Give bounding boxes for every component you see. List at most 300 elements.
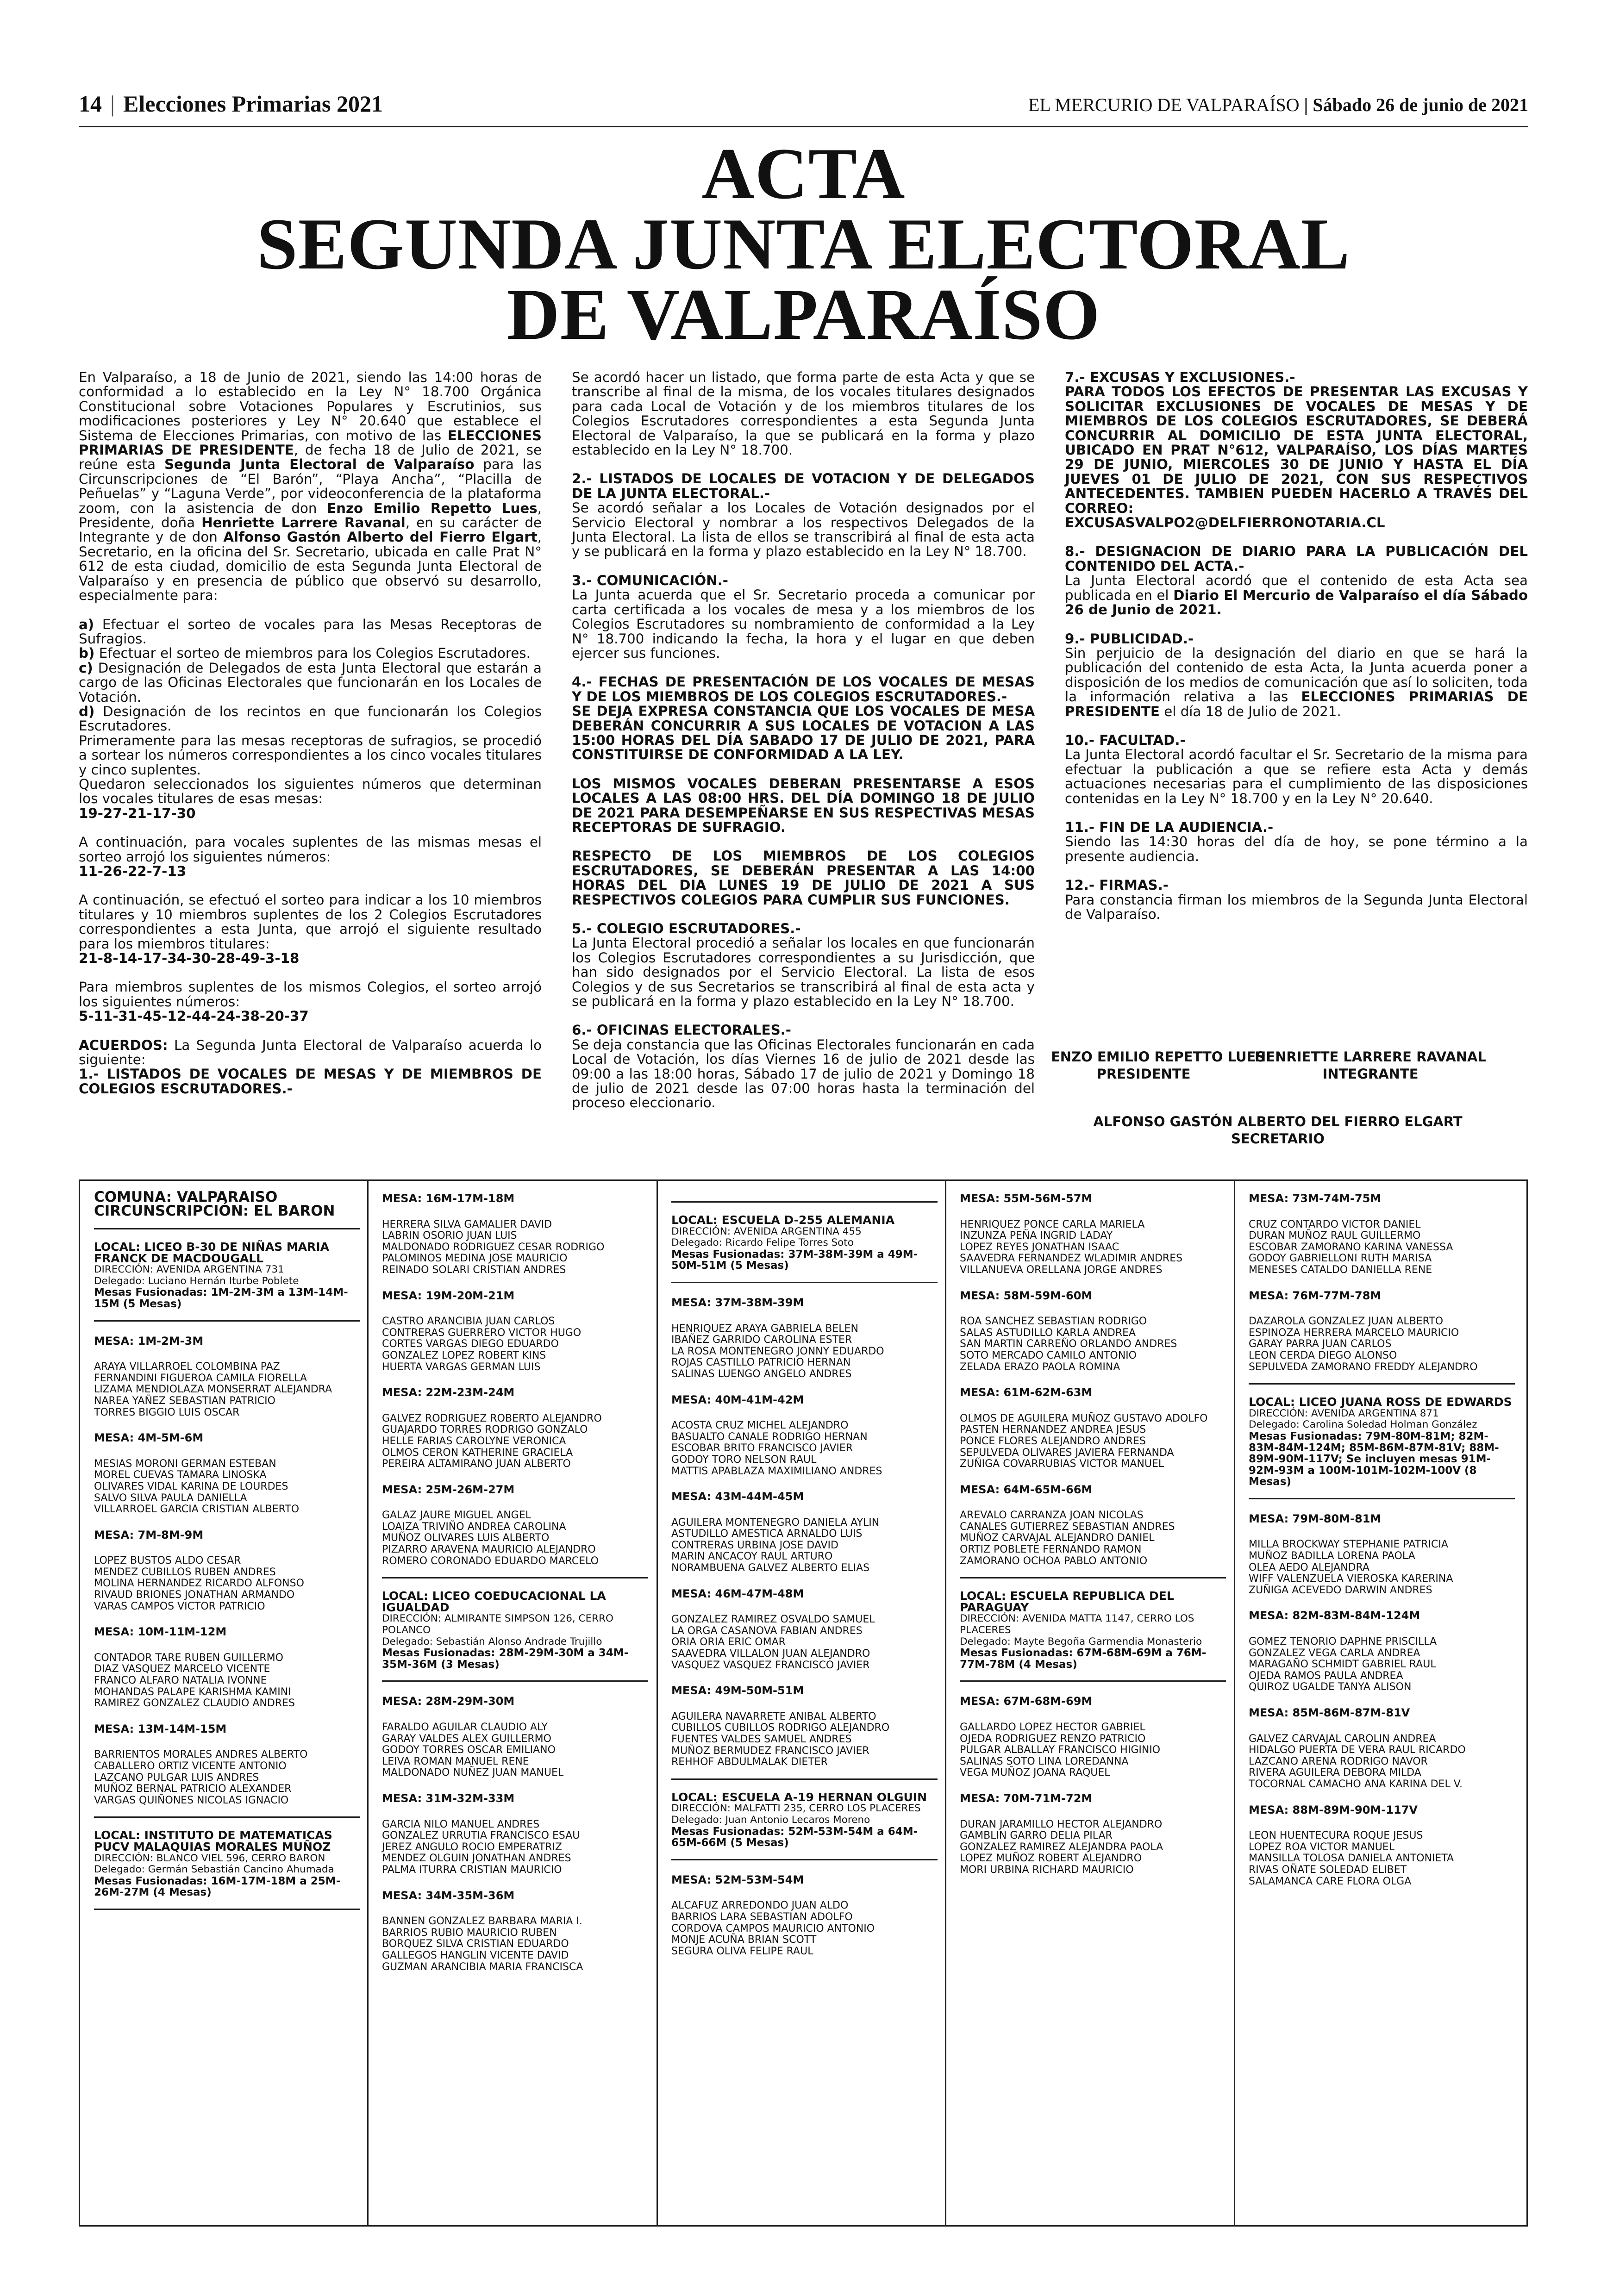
vocal-name: GONZALEZ RAMIREZ ALEJANDRA PAOLA <box>960 1841 1163 1853</box>
vocal-name: REHHOF ABDULMALAK DIETER <box>671 1756 828 1768</box>
vocal-name: NORAMBUENA GALVEZ ALBERTO ELIAS <box>671 1562 870 1574</box>
vocales-list <box>1249 1219 1515 1276</box>
vocal-name: HELLE FARIAS CAROLYNE VERONICA <box>382 1435 566 1447</box>
vocal-name: BARRIENTOS MORALES ANDRES ALBERTO <box>94 1749 308 1761</box>
vocal-name: HERRERA SILVA GAMALIER DAVID <box>382 1218 552 1230</box>
mesa-block <box>94 1626 360 1710</box>
section-5-title: 5.- COLEGIO ESCRUTADORES.- <box>572 921 801 936</box>
local-delegado: Delegado: Ricardo Felipe Torres Soto <box>671 1237 854 1249</box>
vocal-name: MESIAS MORONI GERMAN ESTEBAN <box>94 1458 276 1470</box>
local-delegado: Delegado: Germán Sebastián Cancino Ahumada <box>94 1864 334 1876</box>
vocal-name: DURAN MUÑOZ RAUL GUILLERMO <box>1249 1230 1421 1242</box>
vocales-listing <box>79 1179 1528 2227</box>
mesa-block <box>382 1696 648 1779</box>
section-3-title: 3.- COMUNICACIÓN.- <box>572 572 728 588</box>
vocal-name: VILLARROEL GARCIA CRISTIAN ALBERTO <box>94 1504 300 1516</box>
vocal-name: GALLEGOS HANGLIN VICENTE DAVID <box>382 1949 569 1961</box>
vocal-name: LA ROSA MONTENEGRO JONNY EDUARDO <box>671 1345 884 1357</box>
section-1-text: Se acordó hacer un listado, que forma parte de esta Acta y que se transcribe al final de la misma, de los vocales titulares designados para cada Local de Votación y de los miembros titulares de los Colegios Escrutadores correspondientes a esta Segunda Junta Electoral de Valparaíso, la que se publicará en la forma y plazo establecido en la Ley N° 18.700. <box>572 369 1035 458</box>
signature-integrante: HENRIETTE LARRERE RAVANAL INTEGRANTE <box>1255 1049 1486 1082</box>
local-rule <box>94 1909 360 1910</box>
section-4-colegios: RESPECTO DE LOS MIEMBROS DE LOS COLEGIOS ESCRUTADORES, SE DEBERÁN PRESENTAR A LAS 14:00 HORAS DEL DIA LUNES 19 DE JULIO DE 2021 A SUS RESPECTIVOS COLEGIOS PARA CUMPLIR SUS FUNCIONES. <box>572 848 1035 908</box>
section-6-title: 6.- OFICINAS ELECTORALES.- <box>572 1022 791 1038</box>
vocal-name: MENESES CATALDO DANIELLA RENE <box>1249 1264 1432 1276</box>
vocal-name: ORIA ORIA ERIC OMAR <box>671 1636 786 1648</box>
vocal-name: MALDONADO RODRIGUEZ CESAR RODRIGO <box>382 1241 605 1253</box>
vocal-name: CORTES VARGAS DIEGO EDUARDO <box>382 1338 559 1350</box>
vocal-name: ORTIZ POBLETE FERNANDO RAMON <box>960 1544 1142 1556</box>
mesa-heading: MESA: 67M-68M-69M <box>960 1695 1093 1708</box>
vocales-list <box>94 1555 360 1612</box>
vocal-name: AGUILERA MONTENEGRO DANIELA AYLIN <box>671 1516 880 1529</box>
signature-presidente: ENZO EMILIO REPETTO LUES PRESIDENTE <box>1051 1049 1266 1082</box>
local-title: LOCAL: ESCUELA D-255 ALEMANIA <box>671 1213 895 1227</box>
section-1-title: 1.- LISTADOS DE VOCALES DE MESAS Y DE MIEMBROS DE COLEGIOS ESCRUTADORES.- <box>79 1066 542 1097</box>
vocal-name: MUÑOZ OLIVARES LUIS ALBERTO <box>382 1532 550 1544</box>
section-12-title: 12.- FIRMAS.- <box>1065 877 1169 893</box>
vocal-name: ESPINOZA HERRERA MARCELO MAURICIO <box>1249 1327 1459 1339</box>
vocal-name: HENRIQUEZ PONCE CARLA MARIELA <box>960 1218 1145 1230</box>
newspaper-name: EL MERCURIO DE VALPARAÍSO <box>1028 94 1300 115</box>
vocales-list <box>382 1722 648 1779</box>
vocal-name: LOPEZ REYES JONATHAN ISAAC <box>960 1241 1119 1253</box>
local-fusionadas: Mesas Fusionadas: 67M-68M-69M a 76M-77M-78M (4 Mesas) <box>960 1647 1207 1671</box>
listing-column-1 <box>94 1190 360 1910</box>
section-9-title: 9.- PUBLICIDAD.- <box>1065 630 1194 647</box>
vocal-name: LEON CERDA DIEGO ALONSO <box>1249 1349 1397 1361</box>
vocal-name: TORRES BIGGIO LUIS OSCAR <box>94 1406 240 1418</box>
vocales-list <box>1249 1830 1515 1887</box>
vocal-name: MATTIS APABLAZA MAXIMILIANO ANDRES <box>671 1465 882 1477</box>
vocal-name: LOAIZA TRIVIÑO ANDREA CAROLINA <box>382 1521 566 1533</box>
vocales-list <box>671 1711 938 1768</box>
vocal-name: DIAZ VASQUEZ MARCELO VICENTE <box>94 1663 270 1675</box>
local-fusionadas: Mesas Fusionadas: 79M-80M-81M; 82M-83M-84M-124M; 85M-86M-87M-81V; 88M-89M-90M-117V; Se incluyen mesas 91M-92M-93M a 100M-101M-102M-100V (8 Mesas) <box>1249 1430 1499 1488</box>
vocal-name: MARIN ANCACOY RAUL ARTURO <box>671 1551 833 1563</box>
vocal-name: VASQUEZ VASQUEZ FRANCISCO JAVIER <box>671 1659 870 1671</box>
local-delegado: Delegado: Juan Antonio Lecaros Moreno <box>671 1814 870 1826</box>
local-title: LOCAL: INSTITUTO DE MATEMATICAS PUCV MALAQUIAS MORALES MUÑOZ <box>94 1828 332 1853</box>
vocal-name: ROMERO CORONADO EDUARDO MARCELO <box>382 1555 599 1567</box>
vocal-name: LAZCANO ARENA RODRIGO NAVOR <box>1249 1755 1428 1767</box>
vocal-name: MOHANDAS PALAPE KARISHMA KAMINI <box>94 1686 291 1698</box>
title-line-1: ACTA <box>701 133 906 214</box>
vocal-name: SOTO MERCADO CAMILO ANTONIO <box>960 1349 1137 1361</box>
mesa-block <box>671 1491 938 1574</box>
vocal-name: REINADO SOLARI CRISTIAN ANDRES <box>382 1264 566 1276</box>
vocal-name: RAMIREZ GONZALEZ CLAUDIO ANDRES <box>94 1697 295 1710</box>
vocales-list <box>382 1413 648 1470</box>
vocal-name: CORDOVA CAMPOS MAURICIO ANTONIO <box>671 1922 875 1934</box>
local-rule <box>1249 1498 1515 1499</box>
section-8-title: 8.- DESIGNACION DE DIARIO PARA LA PUBLICACIÓN DEL CONTENIDO DEL ACTA.- <box>1065 543 1528 574</box>
local-fusionadas: Mesas Fusionadas: 1M-2M-3M a 13M-14M-15M (5 Mesas) <box>94 1286 348 1310</box>
comuna-heading: COMUNA: VALPARAISO CIRCUNSCRIPCIÓN: EL BARON <box>94 1189 335 1219</box>
vocal-name: ZAMORANO OCHOA PABLO ANTONIO <box>960 1555 1148 1567</box>
vocal-name: GUZMAN ARANCIBIA MARIA FRANCISCA <box>382 1961 583 1973</box>
vocal-name: GALAZ JAURE MIGUEL ANGEL <box>382 1510 531 1522</box>
vocales-list <box>1249 1636 1515 1693</box>
section-5-text: La Junta Electoral procedió a señalar los locales en que funcionarán los Colegios Escrutadores correspondientes a su Jurisdicción, que han sido designados por el Servicio Electoral. La lista de esos Colegios y de sus Secretarios se transcribirá al final de esta acta y se publicará en la forma y plazo establecido en la Ley N° 18.700. <box>572 935 1035 1010</box>
vocal-name: LOPEZ BUSTOS ALDO CESAR <box>94 1555 241 1567</box>
mesa-block <box>94 1723 360 1807</box>
mesa-block <box>382 1290 648 1373</box>
vocal-name: FRANCO ALFARO NATALIA IVONNE <box>94 1675 267 1687</box>
mesa-heading: MESA: 58M-59M-60M <box>960 1289 1093 1302</box>
miembros-paragraph: Para miembros suplentes de los mismos Colegios, el sorteo arrojó los siguientes números: 5-11-31-45-12-44-24-38-20-37 <box>79 979 542 1024</box>
vocal-name: VARGAS QUIÑONES NICOLAS IGNACIO <box>94 1794 289 1806</box>
vocal-name: CRUZ CONTARDO VICTOR DANIEL <box>1249 1218 1421 1230</box>
vocal-name: MUÑOZ BERMUDEZ FRANCISCO JAVIER <box>671 1745 869 1757</box>
title-line-3: DE VALPARAÍSO <box>506 274 1101 355</box>
mesa-block <box>94 1335 360 1419</box>
vocal-name: SALINAS LUENGO ANGELO ANDRES <box>671 1368 852 1380</box>
header-right: EL MERCURIO DE VALPARAÍSO | Sábado 26 de junio de 2021 <box>1028 94 1528 115</box>
mesa-block <box>382 1793 648 1876</box>
mesa-block <box>382 1890 648 1973</box>
vocal-name: GALVEZ CARVAJAL CAROLIN ANDREA <box>1249 1733 1436 1745</box>
vocal-name: GUAJARDO TORRES RODRIGO GONZALO <box>382 1424 588 1436</box>
vocal-name: DAZAROLA GONZALEZ JUAN ALBERTO <box>1249 1316 1444 1328</box>
mesa-heading: MESA: 73M-74M-75M <box>1249 1192 1382 1205</box>
issue-date: Sábado 26 de junio de 2021 <box>1313 94 1528 115</box>
acuerdos-paragraph: ACUERDOS: La Segunda Junta Electoral de Valparaíso acuerda lo siguiente: 1.- LISTADOS DE VOCALES DE MESAS Y DE MIEMBROS DE COLEGIOS ESCRUTADORES.- <box>79 1037 542 1097</box>
vocal-name: GARAY PARRA JUAN CARLOS <box>1249 1338 1392 1350</box>
vocal-name: SAAVEDRA VILLALON JUAN ALEJANDRO <box>671 1648 870 1660</box>
vocal-name: MENDEZ CUBILLOS RUBEN ANDRES <box>94 1566 276 1578</box>
local-address: DIRECCIÓN: AVENIDA ARGENTINA 731 <box>94 1264 284 1276</box>
mesa-heading: MESA: 10M-11M-12M <box>94 1625 227 1639</box>
body-column-2 <box>572 370 1035 1111</box>
local-title: LOCAL: LICEO B-30 DE NIÑAS MARIA FRANCK DE MACDOUGALL <box>94 1240 330 1265</box>
mesa-block <box>671 1297 938 1380</box>
header-rule <box>79 126 1528 127</box>
vocal-name: HENRIQUEZ ARAYA GABRIELA BELEN <box>671 1323 858 1335</box>
vocal-name: MILLA BROCKWAY STEPHANIE PATRICIA <box>1249 1539 1448 1551</box>
vocal-name: VEGA MUÑOZ JOANA RAQUEL <box>960 1767 1110 1779</box>
vocal-name: RIVAS OÑATE SOLEDAD ELIBET <box>1249 1864 1407 1876</box>
vocales-list <box>94 1459 360 1516</box>
vocales-list <box>94 1361 360 1418</box>
vocal-name: MARAGAÑO SCHMIDT GABRIEL RAUL <box>1249 1659 1436 1671</box>
vocales-list <box>960 1510 1226 1567</box>
vocal-name: DURAN JARAMILLO HECTOR ALEJANDRO <box>960 1818 1163 1830</box>
numbers-vocales-titulares: 19-27-21-17-30 <box>79 805 196 821</box>
mesa-heading: MESA: 34M-35M-36M <box>382 1889 515 1902</box>
vocal-name: ZELADA ERAZO PAOLA ROMINA <box>960 1361 1120 1373</box>
local-rule <box>671 1282 938 1283</box>
vocal-name: LOPEZ ROA VICTOR MANUEL <box>1249 1841 1394 1853</box>
vocal-name: WIFF VALENZUELA VIEROSKA KARERINA <box>1249 1573 1453 1585</box>
vocales-list <box>960 1219 1226 1276</box>
vocal-name: RIVERA AGUILERA DEBORA MILDA <box>1249 1767 1421 1779</box>
vocal-name: INZUNZA PEÑA INGRID LADAY <box>960 1230 1113 1242</box>
mesa-block <box>1249 1193 1515 1276</box>
local-title: LOCAL: ESCUELA REPUBLICA DEL PARAGUAY <box>960 1589 1174 1614</box>
vocal-name: AREVALO CARRANZA JOAN NICOLAS <box>960 1510 1144 1522</box>
local-address: DIRECCIÓN: AVENIDA ARGENTINA 455 <box>671 1225 862 1237</box>
vocales-list <box>382 1219 648 1276</box>
mesa-block <box>671 1588 938 1672</box>
mesa-heading: MESA: 82M-83M-84M-124M <box>1249 1609 1420 1622</box>
vocal-name: GOMEZ TENORIO DAPHNE PRISCILLA <box>1249 1636 1437 1648</box>
section-11-text: Siendo las 14:30 horas del día de hoy, se pone término a la presente audiencia. <box>1065 834 1528 864</box>
local-title: LOCAL: LICEO COEDUCACIONAL LA IGUALDAD <box>382 1589 606 1614</box>
mesa-heading: MESA: 40M-41M-42M <box>671 1393 804 1406</box>
excusas-email: EXCUSASVALPO2@DELFIERRONOTARIA.CL <box>1065 515 1385 531</box>
vocales-list <box>382 1819 648 1876</box>
local-fusionadas: Mesas Fusionadas: 37M-38M-39M a 49M-50M-51M (5 Mesas) <box>671 1248 918 1272</box>
mesa-block <box>960 1793 1226 1876</box>
vocal-name: ARAYA VILLARROEL COLOMBINA PAZ <box>94 1361 280 1373</box>
mesa-block <box>960 1387 1226 1470</box>
mesa-heading: MESA: 55M-56M-57M <box>960 1192 1093 1205</box>
vocales-list <box>382 1316 648 1373</box>
vocal-name: ESCOBAR BRITO FRANCISCO JAVIER <box>671 1442 853 1454</box>
vocal-name: OJEDA RAMOS PAULA ANDREA <box>1249 1670 1403 1682</box>
vocales-list <box>94 1653 360 1710</box>
vocal-name: MOREL CUEVAS TAMARA LINOSKA <box>94 1469 267 1481</box>
section-11-title: 11.- FIN DE LA AUDIENCIA.- <box>1065 819 1274 835</box>
local-title: LOCAL: ESCUELA A-19 HERNAN OLGUIN <box>671 1790 927 1804</box>
vocal-name: CASTRO ARANCIBIA JUAN CARLOS <box>382 1316 555 1328</box>
vocales-list <box>382 1916 648 1973</box>
vocal-name: NAREA YAÑEZ SEBASTIAN PATRICIO <box>94 1395 275 1407</box>
vocal-name: PONCE FLORES ALEJANDRO ANDRES <box>960 1435 1146 1447</box>
mesa-heading: MESA: 85M-86M-87M-81V <box>1249 1706 1410 1719</box>
vocal-name: MUÑOZ BERNAL PATRICIO ALEXANDER <box>94 1783 292 1795</box>
vocal-name: ACOSTA CRUZ MICHEL ALEJANDRO <box>671 1420 849 1432</box>
vocal-name: IBAÑEZ GARRIDO CAROLINA ESTER <box>671 1334 852 1346</box>
mesa-block <box>382 1484 648 1567</box>
vocal-name: GONZALEZ VEGA CARLA ANDREA <box>1249 1647 1420 1659</box>
vocales-list <box>1249 1734 1515 1791</box>
vocales-list <box>1249 1316 1515 1373</box>
mesa-block <box>1249 1610 1515 1693</box>
vocales-list <box>671 1900 938 1957</box>
listing-column-4 <box>960 1190 1226 1876</box>
section-4-vocales: SE DEJA EXPRESA CONSTANCIA QUE LOS VOCALES DE MESA DEBERÁN CONCURRIR A SUS LOCALES DE VOTACION A LAS 15:00 HORAS DEL DÍA SABADO 17 DE JULIO DE 2021, PARA CONSTITUIRSE DE CONFORMIDAD A LA LEY. <box>572 703 1035 763</box>
vocal-name: OLMOS DE AGUILERA MUÑOZ GUSTAVO ADOLFO <box>960 1412 1208 1424</box>
mesa-block <box>1249 1804 1515 1888</box>
local-block <box>671 1201 938 1283</box>
mesa-block <box>671 1394 938 1478</box>
vocales-list <box>960 1316 1226 1373</box>
vocal-name: HIDALGO PUERTA DE VERA RAUL RICARDO <box>1249 1744 1466 1756</box>
vocal-name: FARALDO AGUILAR CLAUDIO ALY <box>382 1722 548 1733</box>
local-block <box>671 1778 938 1860</box>
local-fusionadas: Mesas Fusionadas: 28M-29M-30M a 34M-35M-36M (3 Mesas) <box>382 1647 629 1671</box>
agenda-list: a) Efectuar el sorteo de vocales para las Mesas Receptoras de Sufragios. b) Efectuar el sorteo de miembros para los Colegios Escrutadores. c) Designación de Delegados de esta Junta Electoral que estarán a cargo de las Oficinas Electorales que funcionarán en los Locales de Votación. d) Designación de los recintos en que funcionarán los Colegios Escrutadores. Primeramente para las mesas receptoras de sufragios, se procedió a sortear los números correspondientes a los cinco vocales titulares y cinco suplentes. Quedaron seleccionados los siguientes números que determinan los vocales titulares de esas mesas: 19-27-21-17-30 <box>79 616 542 821</box>
section-7-text: PARA TODOS LOS EFECTOS DE PRESENTAR LAS EXCUSAS Y SOLICITAR EXCLUSIONES DE VOCALES DE MESAS Y DE MIEMBROS DE LOS COLEGIOS ESCRUTADORES, SE DEBERÁ CONCURRIR AL DOMICILIO DE ESTA JUNTA ELECTORAL, UBICADO EN PRAT N°612, VALPARAÍSO, LOS DÍAS MARTES 29 DE JUNIO, MIERCOLES 30 DE JUNIO Y HASTA EL DÍA JUEVES 01 DE JULIO DE 2021, CON SUS RESPECTIVOS ANTECEDENTES. TAMBIEN PUEDEN HACERLO A TRAVÉS DEL CORREO: EXCUSASVALPO2@DELFIERRONOTARIA.CL <box>1065 384 1528 531</box>
mesa-heading: MESA: 61M-62M-63M <box>960 1386 1093 1399</box>
section-8-text: La Junta Electoral acordó que el contenido de esta Acta sea publicada en el Diario El Mercurio de Valparaíso el día Sábado 26 de Junio de 2021. <box>1065 573 1528 618</box>
section-4-title: 4.- FECHAS DE PRESENTACIÓN DE LOS VOCALES DE MESAS Y DE LOS MIEMBROS DE LOS COLEGIOS ESCRUTADORES.- <box>572 674 1035 705</box>
local-rule <box>94 1320 360 1322</box>
vocal-name: PEREIRA ALTAMIRANO JUAN ALBERTO <box>382 1458 571 1470</box>
mesa-heading: MESA: 4M-5M-6M <box>94 1431 204 1445</box>
vocal-name: LOPEZ MUÑOZ ROBERT ALEJANDRO <box>960 1853 1142 1865</box>
vocal-name: LABRIN OSORIO JUAN LUIS <box>382 1230 517 1242</box>
vocal-name: BARRIOS RUBIO MAURICIO RUBEN <box>382 1927 557 1939</box>
mesa-block <box>960 1290 1226 1373</box>
vocal-name: MUÑOZ BADILLA LORENA PAOLA <box>1249 1550 1415 1562</box>
vocal-name: MOLINA HERNANDEZ RICARDO ALFONSO <box>94 1578 304 1590</box>
local-delegado: Delegado: Luciano Hernán Iturbe Poblete <box>94 1275 299 1287</box>
vocal-name: FERNANDINI FIGUEROA CAMILA FIORELLA <box>94 1372 307 1384</box>
header-left: 14 | Elecciones Primarias 2021 <box>79 91 383 117</box>
mesa-heading: MESA: 1M-2M-3M <box>94 1334 204 1348</box>
vocal-name: CABALLERO ORTIZ VICENTE ANTONIO <box>94 1760 287 1772</box>
local-address: DIRECCIÓN: AVENIDA MATTA 1147, CERRO LOS PLACERES <box>960 1613 1194 1636</box>
mesa-block <box>960 1484 1226 1567</box>
vocal-name: GARAY VALDES ALEX GUILLERMO <box>382 1733 551 1745</box>
vocal-name: BANNEN GONZALEZ BARBARA MARIA I. <box>382 1915 582 1928</box>
vocales-list <box>1249 1539 1515 1596</box>
vocal-name: BASUALTO CANALE RODRIGO HERNAN <box>671 1431 868 1443</box>
body-column-1 <box>79 370 542 1111</box>
vocal-name: GAMBLIN GARRO DELIA PILAR <box>960 1830 1113 1842</box>
title-line-2: SEGUNDA JUNTA ELECTORAL <box>256 204 1351 285</box>
vocal-name: BORQUEZ SILVA CRISTIAN EDUARDO <box>382 1938 569 1950</box>
section-2-title: 2.- LISTADOS DE LOCALES DE VOTACION Y DE DELEGADOS DE LA JUNTA ELECTORAL.- <box>572 471 1035 501</box>
vocal-name: GALVEZ RODRIGUEZ ROBERTO ALEJANDRO <box>382 1412 602 1424</box>
vocal-name: QUIROZ UGALDE TANYA ALISON <box>1249 1681 1412 1693</box>
section-9-text: Sin perjuicio de la designación del diario en que se hará la publicación del contenido de esta Acta, la Junta acuerda poner a disposición de los medios de comunicación que así lo soliciten, toda la información relativa a las ELECCIONES PRIMARIAS DE PRESIDENTE el día 18 de Julio de 2021. <box>1065 645 1528 719</box>
vocal-name: LIZAMA MENDIOLAZA MONSERRAT ALEJANDRA <box>94 1384 332 1396</box>
mesa-block <box>960 1696 1226 1779</box>
mesa-heading: MESA: 7M-8M-9M <box>94 1528 204 1541</box>
vocal-name: CUBILLOS CUBILLOS RODRIGO ALEJANDRO <box>671 1722 890 1734</box>
vocales-list <box>671 1517 938 1574</box>
mesa-block <box>1249 1707 1515 1791</box>
vocal-name: MALDONADO NUÑEZ JUAN MANUEL <box>382 1767 564 1779</box>
local-block <box>94 1816 360 1910</box>
page-header <box>79 90 1528 127</box>
vocal-name: GALLARDO LOPEZ HECTOR GABRIEL <box>960 1722 1145 1733</box>
vocal-name: SAAVEDRA FERNANDEZ WLADIMIR ANDRES <box>960 1253 1183 1265</box>
intro-paragraph: En Valparaíso, a 18 de Junio de 2021, siendo las 14:00 horas de conformidad a lo establecido en la Ley N° 18.700 Orgánica Constitucional sobre Votaciones Populares y Escrutinios, sus modificaciones posteriores y Ley N° 20.640 que establece el Sistema de Elecciones Primarias, con motivo de las ELECCIONES PRIMARIAS DE PRESIDENTE, de fecha 18 de Julio de 2021, se reúne esta Segunda Junta Electoral de Valparaíso para las Circunscripciones de “El Barón”, “Playa Ancha”, “Placilla de Peñuelas” y “Laguna Verde”, por videoconferencia de la plataforma zoom, con la asistencia de don Enzo Emilio Repetto Lues, Presidente, doña Henriette Larrere Ravanal, en su carácter de Integrante y de don Alfonso Gastón Alberto del Fierro Elgart, Secretario, en la oficina del Sr. Secretario, ubicada en calle Prat N° 612 de esta ciudad, domicilio de esta Segunda Junta Electoral de Valparaíso y en presencia de público que observó su desarrollo, especialmente para: <box>79 369 542 604</box>
local-address: DIRECCIÓN: ALMIRANTE SIMPSON 126, CERRO POLANCO <box>382 1613 613 1636</box>
vocal-name: MENDEZ OLGUIN JONATHAN ANDRES <box>382 1853 571 1865</box>
local-address: DIRECCIÓN: MALFATTI 235, CERRO LOS PLACERES <box>671 1803 921 1815</box>
vocal-name: SEPULVEDA OLIVARES JAVIERA FERNANDA <box>960 1447 1174 1459</box>
section-6-text: Se deja constancia que las Oficinas Electorales funcionarán en cada Local de Votación, los días Viernes 16 de julio de 2021 desde las 09:00 a las 18:00 horas, Sábado 17 de julio de 2021 y Domingo 18 de julio de 2021 desde las 07:00 horas hasta la terminación del proceso eleccionario. <box>572 1036 1035 1111</box>
vocal-name: OLEA AEDO ALEJANDRA <box>1249 1561 1369 1573</box>
vocal-name: RIVAUD BRIONES JONATHAN ARMANDO <box>94 1589 295 1601</box>
vocal-name: PIZARRO ARAVENA MAURICIO ALEJANDRO <box>382 1544 596 1556</box>
section-12-text: Para constancia firman los miembros de la Segunda Junta Electoral de Valparaíso. <box>1065 892 1528 922</box>
section-2-text: Se acordó señalar a los Locales de Votación designados por el Servicio Electoral y nombrar a los respectivos Delegados de la Junta Electoral. La lista de ellos se transcribirá al final de esta acta y se publicará en la forma y plazo establecido en la Ley N° 18.700. <box>572 500 1035 560</box>
vocal-name: VILLANUEVA ORELLANA JORGE ANDRES <box>960 1264 1163 1276</box>
local-rule <box>960 1680 1226 1682</box>
mesa-block <box>94 1529 360 1613</box>
vocal-name: GODOY GABRIELLONI RUTH MARISA <box>1249 1253 1432 1265</box>
mesa-heading: MESA: 22M-23M-24M <box>382 1386 515 1399</box>
vocal-name: ROJAS CASTILLO PATRICIO HERNAN <box>671 1357 851 1369</box>
vocal-name: OLIVARES VIDAL KARINA DE LOURDES <box>94 1480 288 1492</box>
vocal-name: ZUÑIGA ACEVEDO DARWIN ANDRES <box>1249 1584 1432 1596</box>
local-block <box>382 1577 648 1682</box>
page-title <box>79 133 1528 355</box>
vocal-name: PASTEN HERNANDEZ ANDREA JESUS <box>960 1424 1146 1436</box>
vocal-name: OJEDA RODRIGUEZ RENZO PATRICIO <box>960 1733 1146 1745</box>
vocal-name: OLMOS CERON KATHERINE GRACIELA <box>382 1447 573 1459</box>
vocal-name: CONTRERAS GUERRERO VICTOR HUGO <box>382 1327 582 1339</box>
vocales-list <box>94 1749 360 1806</box>
mesa-block <box>1249 1290 1515 1373</box>
mesa-block <box>671 1685 938 1768</box>
vocal-name: MANSILLA TOLOSA DANIELA ANTONIETA <box>1249 1853 1454 1865</box>
vocal-name: CANALES GUTIERREZ SEBASTIAN ANDRES <box>960 1521 1175 1533</box>
mesa-heading: MESA: 64M-65M-66M <box>960 1483 1093 1496</box>
vocal-name: ALCAFUZ ARREDONDO JUAN ALDO <box>671 1900 849 1912</box>
mesa-heading: MESA: 46M-47M-48M <box>671 1587 804 1600</box>
vocal-name: GODOY TORRES OSCAR EMILIANO <box>382 1744 556 1756</box>
local-fusionadas: Mesas Fusionadas: 52M-53M-54M a 64M-65M-66M (5 Mesas) <box>671 1825 918 1849</box>
section-7-title: 7.- EXCUSAS Y EXCLUSIONES.- <box>1065 369 1295 385</box>
acta-body <box>79 370 1528 1157</box>
vocal-name: GODOY TORO NELSON RAUL <box>671 1454 817 1466</box>
mesa-heading: MESA: 43M-44M-45M <box>671 1490 804 1504</box>
vocal-name: JEREZ ANGULO ROCIO EMPERATRIZ <box>382 1841 562 1853</box>
listing-column-2 <box>382 1190 648 1973</box>
vocal-name: SEGURA OLIVA FELIPE RAUL <box>671 1945 813 1957</box>
local-title: LOCAL: LICEO JUANA ROSS DE EDWARDS <box>1249 1395 1512 1409</box>
mesa-heading: MESA: 28M-29M-30M <box>382 1695 515 1708</box>
mesa-heading: MESA: 19M-20M-21M <box>382 1289 515 1302</box>
vocal-name: PALOMINOS MEDINA JOSE MAURICIO <box>382 1253 568 1265</box>
vocal-name: CONTADOR TARE RUBEN GUILLERMO <box>94 1652 283 1664</box>
vocal-name: BARRIOS LARA SEBASTIAN ADOLFO <box>671 1911 853 1923</box>
vocal-name: GONZALEZ RAMIREZ OSVALDO SAMUEL <box>671 1614 875 1626</box>
numbers-miembros-titulares: 21-8-14-17-34-30-28-49-3-18 <box>79 950 300 967</box>
vocal-name: FUENTES VALDES SAMUEL ANDRES <box>671 1734 852 1745</box>
mesa-block <box>1249 1513 1515 1597</box>
local-delegado: Delegado: Sebastián Alonso Andrade Trujillo <box>382 1635 602 1647</box>
section-name: Elecciones Primarias 2021 <box>123 91 383 117</box>
vocal-name: HUERTA VARGAS GERMAN LUIS <box>382 1361 541 1373</box>
vocal-name: MORI URBINA RICHARD MAURICIO <box>960 1864 1134 1876</box>
vocales-list <box>382 1510 648 1567</box>
signature-secretario: ALFONSO GASTÓN ALBERTO DEL FIERRO ELGART SECRETARIO <box>1093 1114 1463 1147</box>
vocal-name: CONTRERAS URBINA JOSE DAVID <box>671 1539 838 1551</box>
vocales-list <box>671 1323 938 1380</box>
vocal-name: GARCIA NILO MANUEL ANDRES <box>382 1818 540 1830</box>
vocal-name: GONZALEZ URRUTIA FRANCISCO ESAU <box>382 1830 580 1842</box>
body-column-3 <box>1065 370 1528 936</box>
vocal-name: TOCORNAL CAMACHO ANA KARINA DEL V. <box>1249 1778 1463 1790</box>
vocal-name: MUÑOZ CARVAJAL ALEJANDRO DANIEL <box>960 1532 1155 1544</box>
vocales-list <box>960 1722 1226 1779</box>
colegios-paragraph: A continuación, se efectuó el sorteo para indicar a los 10 miembros titulares y 10 miembros suplentes de los 2 Colegios Escrutadores correspondientes a esta Junta, que arrojó el siguiente resultado para los miembros titulares: 21-8-14-17-34-30-28-49-3-18 <box>79 892 542 967</box>
vocal-name: SEPULVEDA ZAMORANO FREDDY ALEJANDRO <box>1249 1361 1478 1373</box>
mesa-block <box>94 1432 360 1516</box>
mesa-block <box>382 1387 648 1470</box>
local-delegado: Delegado: Carolina Soledad Holman González <box>1249 1419 1477 1431</box>
listing-column-1-content <box>94 1228 360 1910</box>
vocales-list <box>671 1420 938 1477</box>
local-address: DIRECCIÓN: BLANCO VIEL 596, CERRO BARON <box>94 1852 325 1864</box>
vocal-name: LAZCANO PULGAR LUIS ANDRES <box>94 1772 259 1784</box>
mesa-heading: MESA: 31M-32M-33M <box>382 1791 515 1805</box>
listing-column-3 <box>671 1190 938 1957</box>
mesa-heading: MESA: 13M-14M-15M <box>94 1722 227 1735</box>
vocal-name: SALVO SILVA PAULA DANIELLA <box>94 1492 247 1504</box>
vocales-list <box>960 1819 1226 1876</box>
suplentes-paragraph: A continuación, para vocales suplentes de las mismas mesas el sorteo arrojó los siguientes números: 11-26-22-7-13 <box>79 834 542 879</box>
mesa-heading: MESA: 79M-80M-81M <box>1249 1512 1382 1525</box>
